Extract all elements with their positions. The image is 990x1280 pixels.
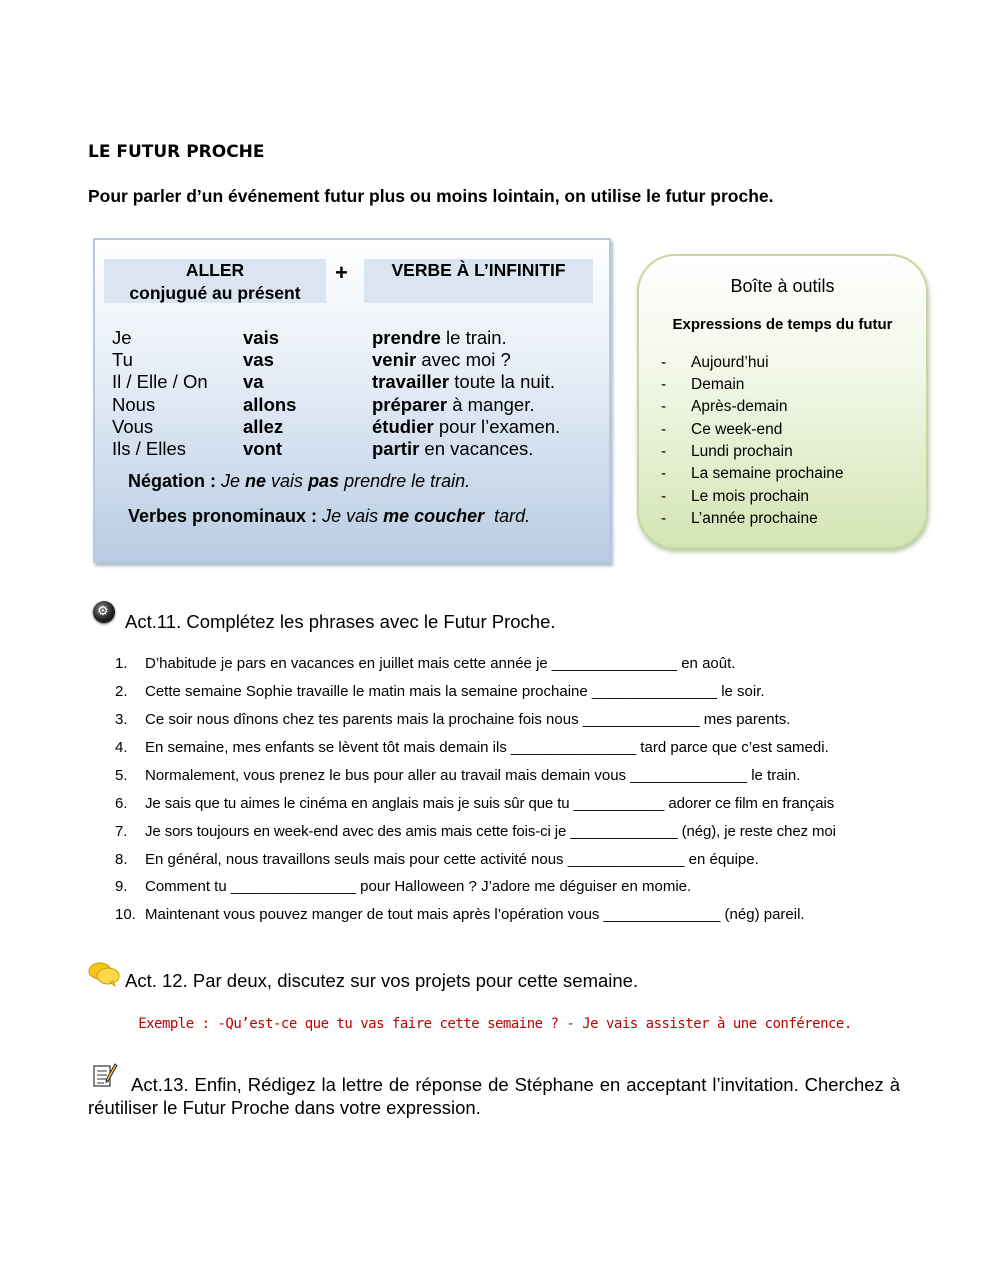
verb-aller: vont (243, 438, 283, 459)
infinitive: partir (372, 438, 420, 459)
verb-aller: allons (243, 394, 297, 415)
verb-aller: va (243, 371, 264, 392)
negation-part: Je (221, 471, 246, 491)
list-item (115, 683, 765, 700)
page-title: LE FUTUR PROCHE (88, 142, 265, 162)
item-number: 4. (115, 739, 128, 756)
header-verbe-infinitif: VERBE À L’INFINITIF (364, 259, 593, 303)
act11-title: Act.11. Complétez les phrases avec le Futur Proche. (125, 611, 556, 632)
infinitive: préparer (372, 394, 448, 415)
item-number: 6. (115, 795, 128, 812)
pronoun: Tu (112, 349, 133, 370)
act12-example: Exemple : -Qu’est-ce que tu vas faire cette semaine ? - Je vais assister à une conférence. (138, 1016, 852, 1032)
list-item (115, 767, 800, 784)
item-text: Je sais que tu aimes le cinéma en anglais mais je suis sûr que tu ___________ adorer ce film en français (145, 795, 835, 812)
header-aller (104, 259, 326, 303)
example-phrase (372, 349, 511, 371)
item-number: 7. (115, 823, 128, 840)
bullet-dash: - (661, 443, 667, 460)
bullet-dash: - (661, 488, 667, 505)
toolbox-item (661, 398, 788, 416)
negation-ne: ne (245, 471, 267, 491)
conjugation-box (93, 238, 611, 563)
infinitive: venir (372, 349, 417, 370)
negation-label: Négation : (128, 471, 216, 491)
toolbox-title: Boîte à outils (730, 276, 835, 296)
list-item (115, 655, 735, 672)
pronominal-part: tard. (484, 506, 531, 526)
list-item (115, 711, 790, 728)
negation-part: prendre le train. (339, 471, 471, 491)
list-item (115, 851, 759, 868)
example-phrase (372, 438, 533, 460)
item-text: Ce soir nous dînons chez tes parents mais la prochaine fois nous ______________ mes parents. (145, 711, 791, 728)
verb-aller: vais (243, 327, 280, 348)
item-text: D’habitude je pars en vacances en juillet mais cette année je _______________ en août. (145, 655, 736, 672)
toolbox-item (661, 443, 793, 461)
list-item (115, 823, 836, 840)
verb-aller: vas (243, 349, 274, 370)
toolbox-item-label: Le mois prochain (691, 488, 810, 505)
pronoun: Il / Elle / On (112, 371, 208, 392)
item-number: 10. (115, 906, 136, 923)
pronominal-note (128, 506, 530, 527)
toolbox-subtitle: Expressions de temps du futur (672, 316, 893, 333)
example-phrase (372, 394, 535, 416)
item-text: En général, nous travaillons seuls mais pour cette activité nous ______________ en équipe. (145, 851, 759, 868)
list-item (115, 795, 834, 812)
item-number: 1. (115, 655, 128, 672)
toolbox-item (661, 376, 745, 394)
phrase-rest: en vacances. (419, 438, 534, 459)
plus-sign: + (335, 260, 348, 285)
item-text: Cette semaine Sophie travaille le matin mais la semaine prochaine _______________ le soir. (145, 683, 765, 700)
pronominal-part: Je vais (322, 506, 384, 526)
item-text: Normalement, vous prenez le bus pour aller au travail mais demain vous ______________ le train. (145, 767, 801, 784)
bullet-dash: - (661, 398, 667, 415)
toolbox-item-label: Aujourd’hui (691, 354, 769, 371)
toolbox-item-label: L’année prochaine (691, 510, 818, 527)
negation-part: vais (266, 471, 309, 491)
pronominal-example (322, 506, 530, 526)
phrase-rest: toute la nuit. (449, 371, 556, 392)
toolbox-item (661, 488, 810, 506)
pronoun: Ils / Elles (112, 438, 187, 459)
pronominal-label: Verbes pronominaux : (128, 506, 318, 526)
verb-aller: allez (243, 416, 284, 437)
item-text: Comment tu _______________ pour Halloween ? J’adore me déguiser en momie. (145, 878, 692, 895)
item-number: 2. (115, 683, 128, 700)
pronoun: Nous (112, 394, 156, 415)
example-phrase (372, 327, 507, 349)
infinitive: étudier (372, 416, 434, 437)
act12-title: Act. 12. Par deux, discutez sur vos projets pour cette semaine. (125, 970, 639, 991)
bullet-dash: - (661, 354, 667, 371)
toolbox-item-label: Après-demain (691, 398, 788, 415)
phrase-rest: à manger. (447, 394, 535, 415)
infinitive: prendre (372, 327, 441, 348)
phrase-rest: pour l’examen. (433, 416, 561, 437)
header-aller-line2: conjugué au présent (129, 283, 301, 303)
list-item (115, 906, 805, 923)
item-text: Maintenant vous pouvez manger de tout mais après l’opération vous ______________ (nég) pareil. (145, 906, 805, 923)
phrase-rest: le train. (440, 327, 507, 348)
item-number: 8. (115, 851, 128, 868)
gear-icon: ⚙ (93, 601, 115, 623)
toolbox-item-label: Demain (691, 376, 745, 393)
phrase-rest: avec moi ? (416, 349, 511, 370)
bullet-dash: - (661, 510, 667, 527)
item-number: 9. (115, 878, 128, 895)
toolbox-item (661, 354, 769, 372)
list-item (115, 739, 829, 756)
toolbox-item (661, 465, 844, 483)
pronoun: Vous (112, 416, 154, 437)
negation-example (221, 471, 470, 491)
toolbox-item (661, 510, 818, 528)
header-aller-line1: ALLER (185, 260, 245, 280)
item-text: Je sors toujours en week-end avec des amis mais cette fois-ci je _____________ (nég), je reste chez moi (145, 823, 836, 840)
item-text: En semaine, mes enfants se lèvent tôt mais demain ils _______________ tard parce que c’est samedi. (145, 739, 829, 756)
negation-note (128, 471, 470, 492)
bullet-dash: - (661, 376, 667, 393)
bullet-dash: - (661, 465, 667, 482)
bullet-dash: - (661, 421, 667, 438)
negation-pas: pas (308, 471, 340, 491)
toolbox-item-label: Ce week-end (691, 421, 783, 438)
toolbox-item-label: Lundi prochain (691, 443, 793, 460)
act13-text: Act.13. Enfin, Rédigez la lettre de réponse de Stéphane en acceptant l’invitation. Cherchez à réutiliser le Futur Proche dans votre expression. (88, 1074, 900, 1118)
item-number: 5. (115, 767, 128, 784)
speech-bubbles-icon (88, 961, 120, 987)
list-item (115, 878, 691, 895)
toolbox-item-label: La semaine prochaine (691, 465, 844, 482)
toolbox-box (637, 254, 928, 549)
pronoun: Je (112, 327, 132, 348)
example-phrase (372, 416, 560, 438)
example-phrase (372, 371, 555, 393)
item-number: 3. (115, 711, 128, 728)
toolbox-item (661, 421, 783, 439)
infinitive: travailler (372, 371, 450, 392)
pronominal-reflexive: me coucher (383, 506, 485, 526)
intro-text: Pour parler d’un événement futur plus ou moins lointain, on utilise le futur proche. (88, 186, 774, 206)
